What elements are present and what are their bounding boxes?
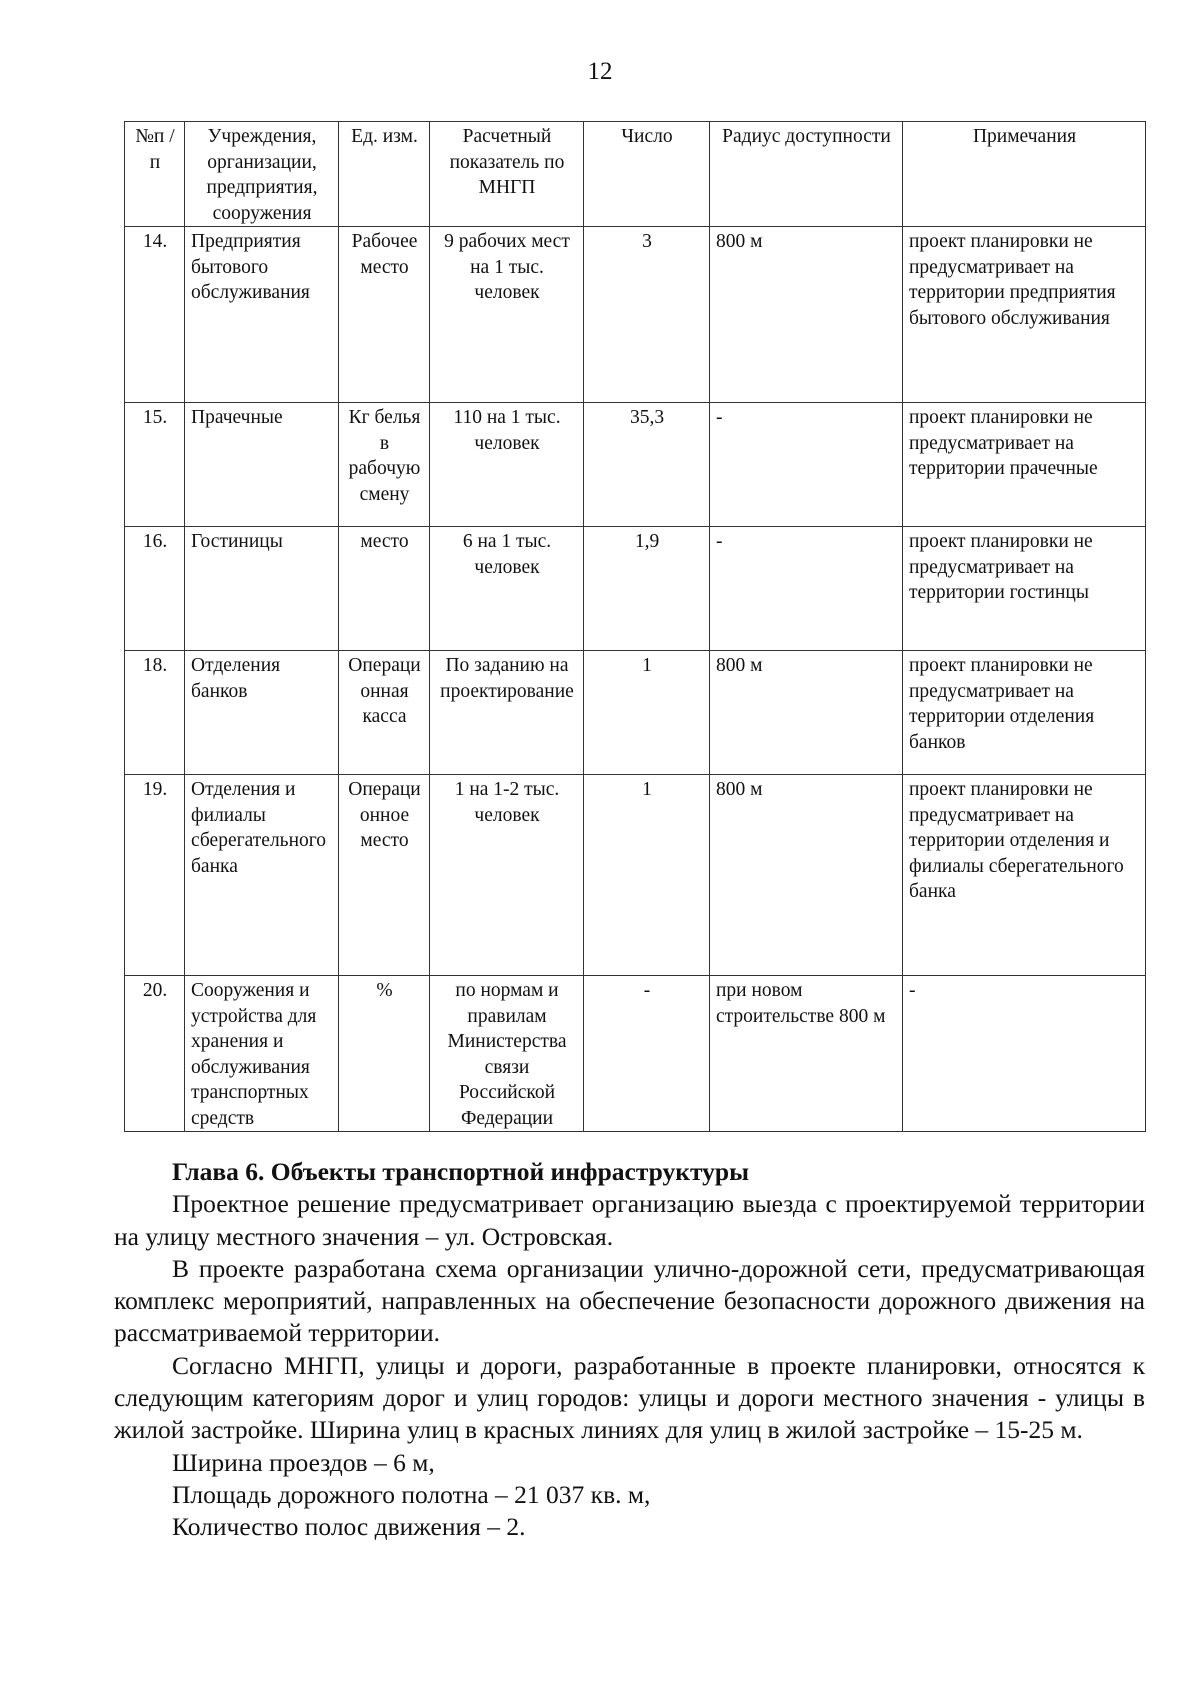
- cell-institution: Отделения и филиалы сберегательного банка: [185, 775, 339, 976]
- cell-unit: Рабочее место: [339, 227, 430, 403]
- table-row: [125, 527, 1146, 651]
- cell-radius: 800 м: [710, 227, 903, 403]
- header-institution: Учреждения, организации, предприятия, сооружения: [185, 122, 339, 227]
- cell-notes: проект планировки не предусматривает на территории предприятия бытового обслуживания: [903, 227, 1146, 403]
- cell-number: 14.: [125, 227, 185, 403]
- cell-indicator: 1 на 1-2 тыс. человек: [430, 775, 584, 976]
- cell-institution: Предприятия бытового обслуживания: [185, 227, 339, 403]
- cell-unit: Операционная касса: [339, 651, 430, 775]
- paragraph: Площадь дорожного полотна – 21 037 кв. м,: [172, 1479, 651, 1509]
- cell-count: 1: [584, 651, 710, 775]
- header-indicator: Расчетный показатель по МНГП: [430, 122, 584, 227]
- cell-indicator: 6 на 1 тыс. человек: [430, 527, 584, 651]
- table-header-row: [125, 122, 1146, 227]
- table-row: [125, 651, 1146, 775]
- paragraph: Ширина проездов – 6 м,: [172, 1447, 435, 1477]
- cell-radius: при новом строительстве 800 м: [710, 976, 903, 1132]
- table-row: [125, 976, 1146, 1132]
- table-row: [125, 227, 1146, 403]
- cell-notes: проект планировки не предусматривает на территории гостинцы: [903, 527, 1146, 651]
- cell-radius: -: [710, 403, 903, 527]
- cell-indicator: 9 рабочих мест на 1 тыс. человек: [430, 227, 584, 403]
- cell-indicator: 110 на 1 тыс. человек: [430, 403, 584, 527]
- cell-notes: -: [903, 976, 1146, 1132]
- cell-unit: %: [339, 976, 430, 1132]
- table-row: [125, 775, 1146, 976]
- cell-notes: проект планировки не предусматривает на территории отделения банков: [903, 651, 1146, 775]
- cell-number: 16.: [125, 527, 185, 651]
- cell-institution: Отделения банков: [185, 651, 339, 775]
- cell-notes: проект планировки не предусматривает на территории прачечные: [903, 403, 1146, 527]
- cell-number: 18.: [125, 651, 185, 775]
- cell-indicator: По заданию на проектирование: [430, 651, 584, 775]
- cell-unit: Операционное место: [339, 775, 430, 976]
- paragraph: Проектное решение предусматривает организацию выезда с проектируемой территории на улицу местного значения – ул. Островская.: [114, 1189, 1145, 1251]
- facilities-table: [124, 121, 1146, 1132]
- cell-institution: Гостиницы: [185, 527, 339, 651]
- chapter-section: [114, 1156, 1145, 1544]
- cell-radius: 800 м: [710, 775, 903, 976]
- cell-count: 35,3: [584, 403, 710, 527]
- paragraph: Количество полос движения – 2.: [172, 1512, 526, 1542]
- cell-radius: 800 м: [710, 651, 903, 775]
- cell-notes: проект планировки не предусматривает на территории отделения и филиалы сберегательного банка: [903, 775, 1146, 976]
- cell-number: 19.: [125, 775, 185, 976]
- chapter-heading: Глава 6. Объекты транспортной инфраструктуры: [172, 1157, 749, 1186]
- cell-unit: Кг белья в рабочую смену: [339, 403, 430, 527]
- page-number: 12: [587, 58, 613, 85]
- cell-number: 15.: [125, 403, 185, 527]
- cell-indicator: по нормам и правилам Министерства связи Российской Федерации: [430, 976, 584, 1132]
- cell-institution: Сооружения и устройства для хранения и обслуживания транспортных средств: [185, 976, 339, 1132]
- header-number: №п /п: [125, 122, 185, 227]
- cell-radius: -: [710, 527, 903, 651]
- table-row: [125, 403, 1146, 527]
- header-unit: Ед. изм.: [339, 122, 430, 227]
- cell-count: -: [584, 976, 710, 1132]
- cell-count: 1,9: [584, 527, 710, 651]
- cell-number: 20.: [125, 976, 185, 1132]
- cell-count: 3: [584, 227, 710, 403]
- cell-unit: место: [339, 527, 430, 651]
- paragraph: Согласно МНГП, улицы и дороги, разработанные в проекте планировки, относятся к следующим категориям дорог и улиц городов: улицы и дороги местного значения - улицы в жилой застройке. Ширина улиц в красных линиях для улиц в жилой застройке – 15-25 м.: [114, 1350, 1145, 1445]
- header-notes: Примечания: [903, 122, 1146, 227]
- cell-count: 1: [584, 775, 710, 976]
- cell-institution: Прачечные: [185, 403, 339, 527]
- paragraph: В проекте разработана схема организации улично-дорожной сети, предусматривающая комплекс мероприятий, направленных на обеспечение безопасности дорожного движения на рассматриваемой территории.: [114, 1253, 1145, 1348]
- header-count: Число: [584, 122, 710, 227]
- header-radius: Радиус доступности: [710, 122, 903, 227]
